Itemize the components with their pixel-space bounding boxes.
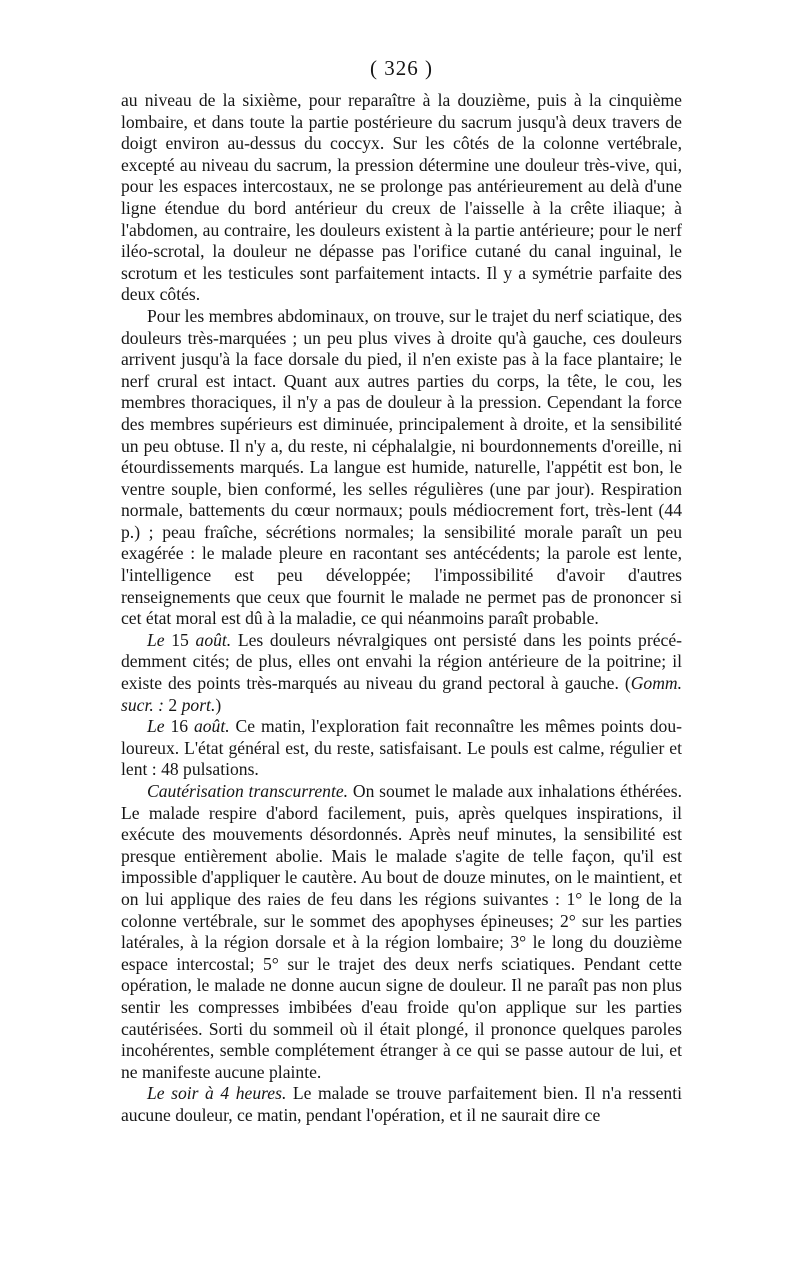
text-run: 2 bbox=[164, 694, 182, 715]
italic-run: Cautérisation transcurrente. bbox=[147, 781, 349, 801]
text-run: ) bbox=[215, 694, 222, 715]
text-run: On soumet le malade aux inhalations éthérées. Le malade respire d'abord facilement, puis, après quelques inspirations, il exécute des mouvements désordonnés. Après neuf minutes, la sensibilité est presque entièrement abolie. Mais le malade s'agite de telle façon, qu'il est impossible d'appliquer le cautère. Au bout de douze minutes, on le maintient, et on lui applique des raies de feu dans les régions suivantes : 1° le long de la colonne vertébrale, sur le sommet des apophyses épineuses; 2° sur les parties latérales, à la région dorsale et à la région lombaire; 3° le long du douzième espace intercostal; 5° sur le trajet des deux nerfs sciatiques. Pendant cette opération, le malade ne donne aucun signe de douleur. Il ne paraît pas non plus sentir les compresses imbibées d'eau froide qu'on applique sur les parties cautérisées. Sorti du sommeil où il était plongé, il prononce quelques paroles incohérentes, semble complétement étranger à ce qui se passe autour de lui, et ne manifeste aucune plainte. bbox=[121, 781, 682, 1082]
italic-run: Gomm. sucr. : bbox=[121, 673, 682, 715]
text-run: au niveau de la sixième, pour reparaître à la douzième, puis à la cinquième lombaire, et dans toute la partie postérieure du sacrum jusqu'à deux travers de doigt environ au-dessus du coccyx. Sur les côtés de la colonne vertébrale, excepté au niveau du sacrum, la pression détermine une douleur très-vive, qui, pour les espaces intercostaux, ne se prolonge pas antérieurement au delà d'une ligne étendue du bord antérieur du creux de l'aisselle à la crête iliaque; à l'abdomen, au contraire, les douleurs existent à la partie antérieure; pour le nerf iléo-scrotal, la douleur ne dépasse pas l'orifice cutané du canal inguinal, le scrotum et les testicules sont parfaitement intacts. Il y a symétrie parfaite des deux côtés. bbox=[121, 90, 682, 305]
text-run: 16 bbox=[164, 716, 194, 737]
italic-run: août. bbox=[195, 629, 232, 650]
body-text bbox=[121, 90, 682, 1127]
italic-run: Le bbox=[147, 629, 165, 650]
page-number: ( 326 ) bbox=[370, 56, 433, 80]
paragraph bbox=[121, 90, 682, 306]
italic-run: Le bbox=[147, 716, 165, 737]
text-run: Pour les membres abdominaux, on trouve, sur le trajet du nerf sciatique, des douleurs très-marquées ; un peu plus vives à droite qu'à gauche, ces douleurs arrivent jusqu'à la face dorsale du pied, il n'en existe pas à la face plantaire; le nerf crural est intact. Quant aux autres parties du corps, la tête, le cou, les membres thoraciques, il n'y a pas de douleur à la pression. Cependant la force des membres supérieurs est diminuée, principalement à droite, et la sensibilité un peu obtuse. Il n'y a, du reste, ni céphalalgie, ni bourdonnements d'oreille, ni étourdissements marqués. La langue est humide, naturelle, l'appétit est bon, le ventre souple, bien conformé, les selles régulières (une par jour). Respiration normale, battements du cœur normaux; pouls médiocrement fort, très-lent (44 p.) ; peau fraîche, sécrétions normales; la sensibilité morale paraît un peu exagérée : le malade pleure en racontant ses antécédents; la parole est lente, l'intelligence est peu développée; l'impossibilité d'avoir d'autres renseignements que ceux que fournit le malade ne permet pas de prononcer si cet état moral est dû à la maladie, ce qui néanmoins paraît probable. bbox=[121, 305, 683, 629]
text-run: Ce matin, l'exploration fait reconnaître les mêmes points douloureux. L'état général est, du reste, satisfaisant. Le pouls est calme, régulier et lent : 48 pulsations. bbox=[121, 716, 682, 780]
paragraph bbox=[121, 1083, 682, 1126]
paragraph bbox=[121, 716, 682, 781]
paragraph bbox=[121, 630, 682, 716]
text-run: Les douleurs névralgiques ont persisté dans les points précédemment cités; de plus, elles ont envahi la région antérieure de la poitrine; il existe des points très-marqués au niveau du grand pectoral à gauche. ( bbox=[121, 629, 683, 694]
italic-run: port. bbox=[181, 694, 216, 715]
text-run: 15 bbox=[164, 629, 196, 650]
italic-run: Le soir à 4 heures. bbox=[147, 1083, 287, 1104]
paragraph bbox=[121, 306, 682, 630]
italic-run: août. bbox=[193, 716, 230, 737]
paragraph bbox=[121, 781, 682, 1083]
text-run: Le malade se trouve parfaitement bien. Il n'a ressenti aucune douleur, ce matin, pendant l'opération, et il ne saurait dire ce bbox=[121, 1083, 682, 1125]
